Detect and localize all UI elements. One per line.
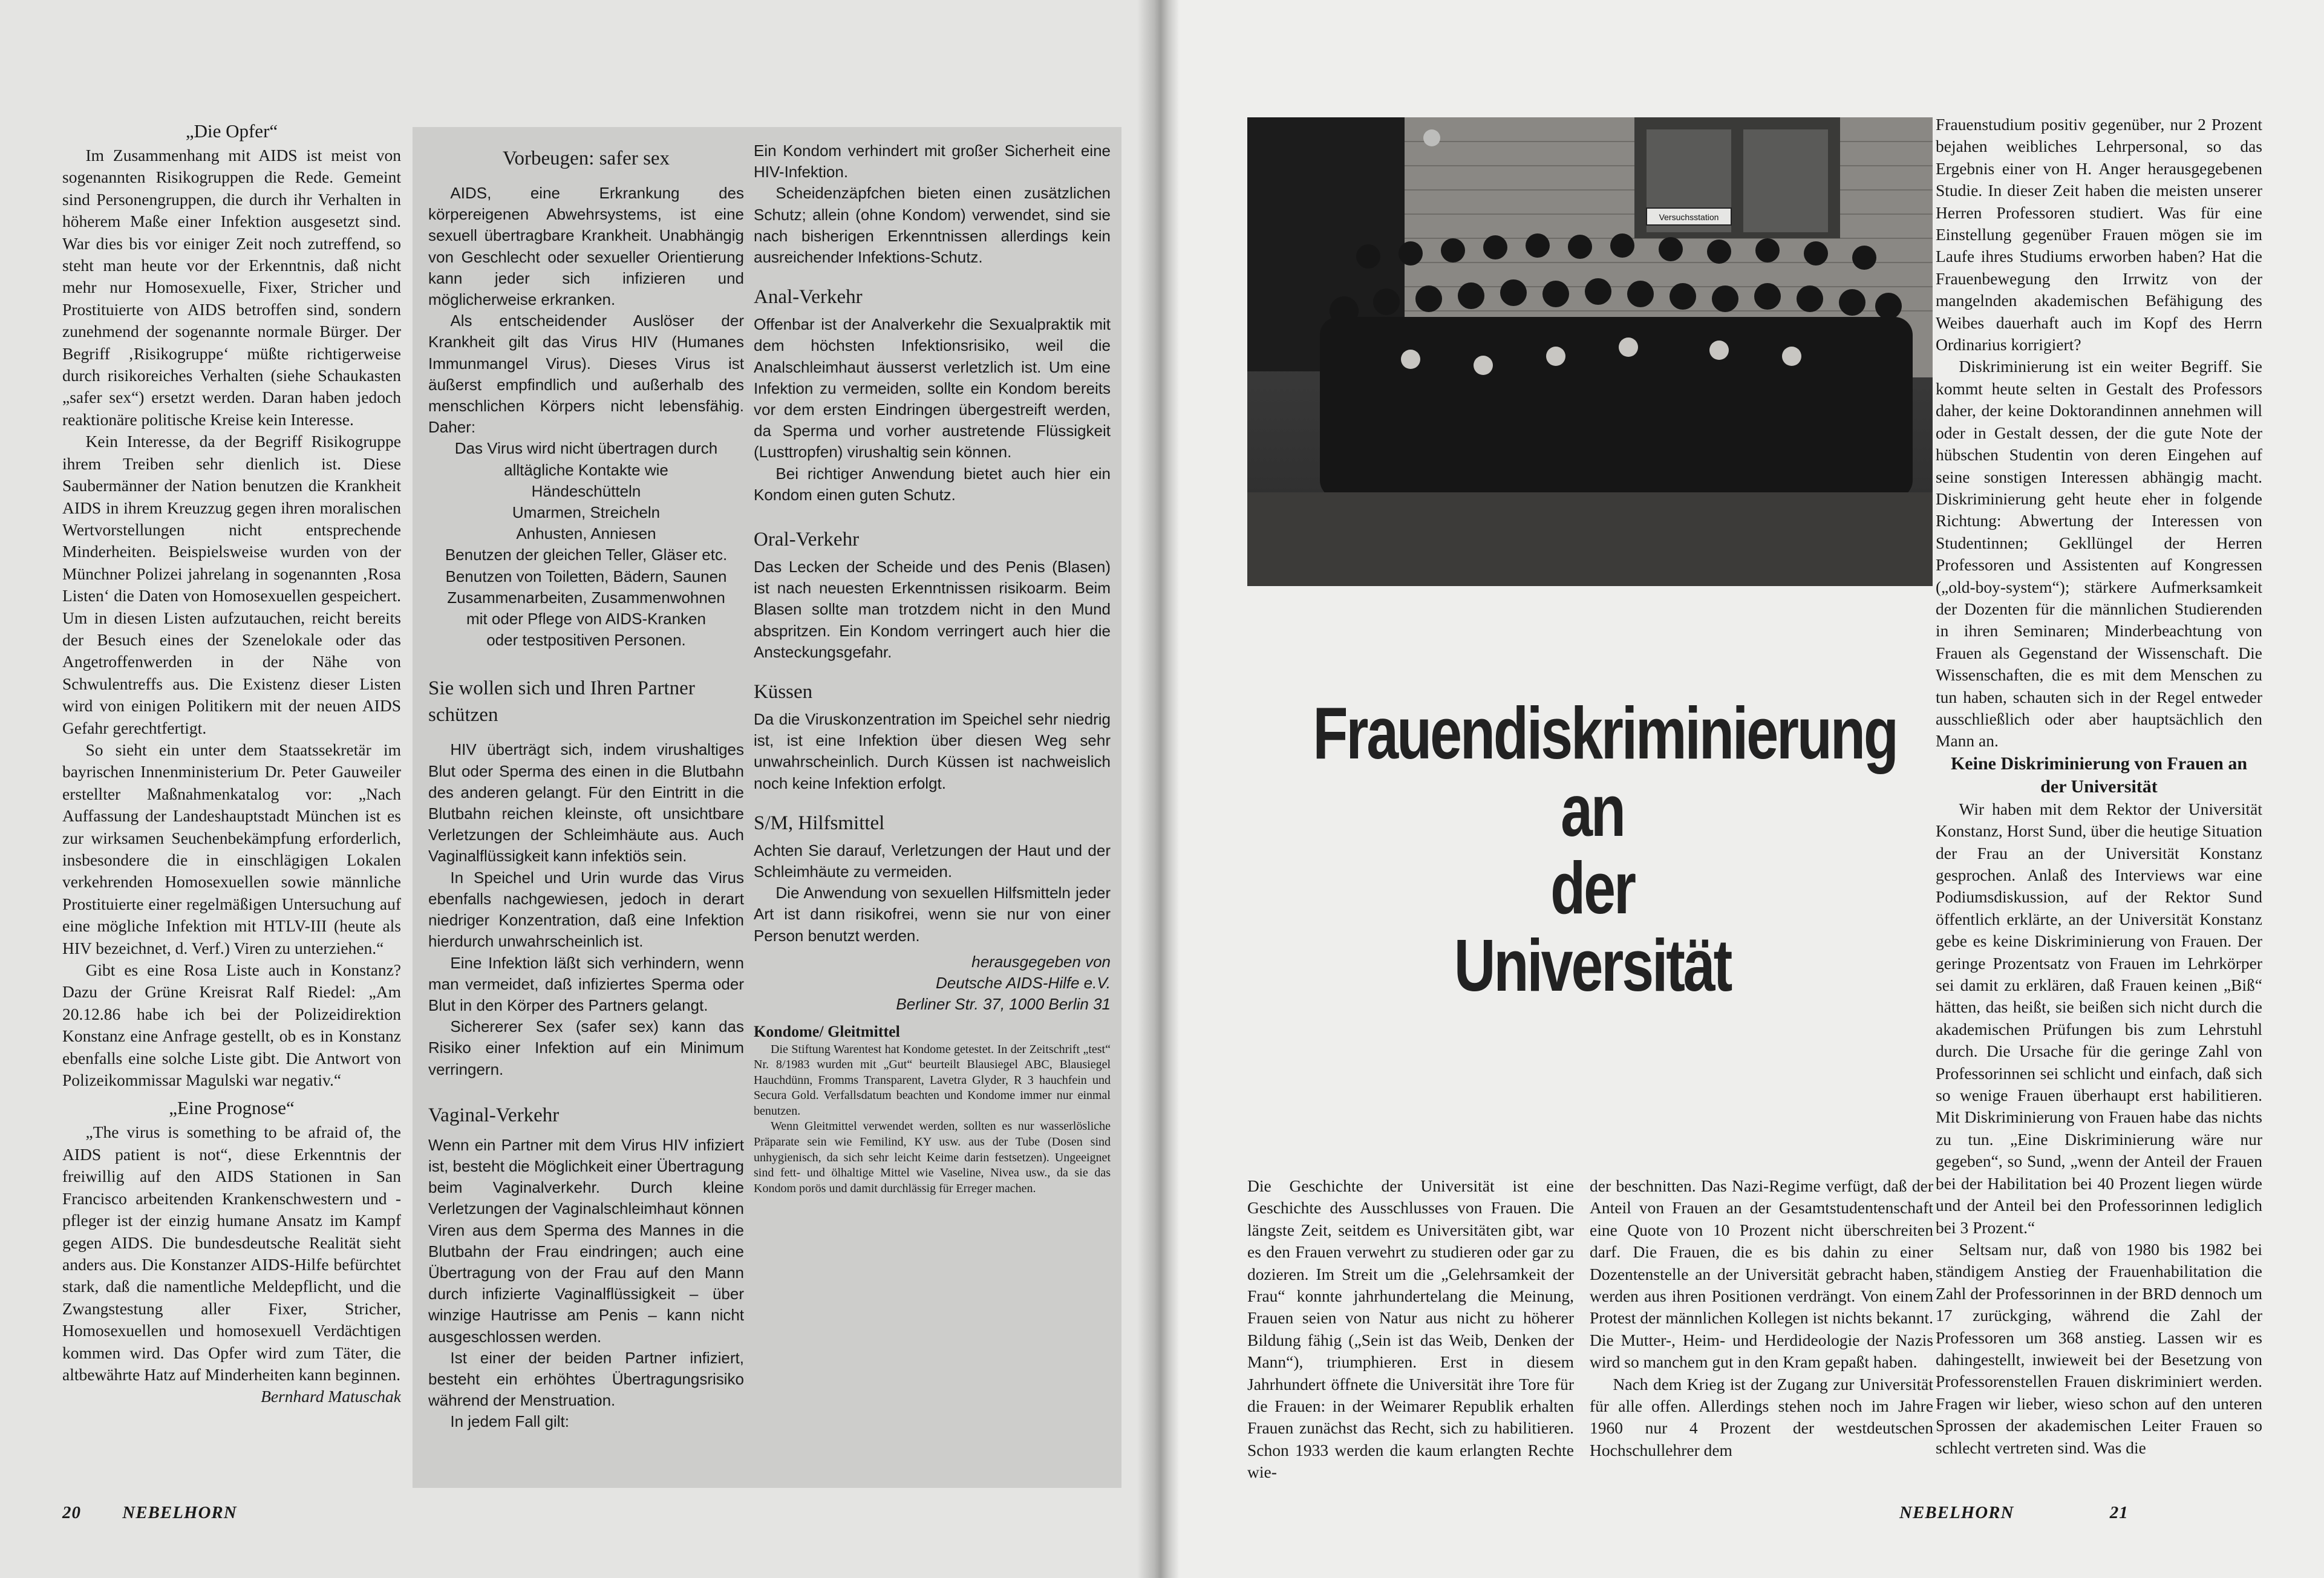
paragraph: Ist einer der beiden Partner infiziert, besteht ein erhöhtes Übertragungsrisiko während der Menstruation.: [428, 1348, 744, 1410]
paragraph: In Speichel und Urin wurde das Virus ebenfalls nachgewiesen, jedoch in derart niedriger Konzentration, daß eine Infektion hierdurch unwahrscheinlich ist.: [428, 868, 744, 951]
page-number: 21: [2109, 1503, 2129, 1522]
headline-line: der: [1550, 847, 1634, 929]
paragraph: AIDS, eine Erkrankung des körpereigenen Abwehrsystems, ist eine sexuell übertragbare Krankheit. Unabhängig von Geschlecht oder sexueller Orientierung kann jeder sich infizieren und möglicherweise erkranken.: [428, 184, 744, 309]
paragraph: Da die Viruskonzentration im Speichel sehr niedrig ist, ist eine Infektion über diesen Weg sehr unwahrscheinlich. Durch Küssen ist nachweislich noch keine Infektion erfolgt.: [754, 710, 1111, 792]
contact-item: mit oder Pflege von AIDS-Kranken: [466, 610, 706, 628]
right-column-2: [1590, 1175, 1933, 1461]
paragraph: Frauenstudium positiv gegenüber, nur 2 Prozent bejahen weibliches Lehrpersonal, so das Ergebnis einer von H. Anger herausgegebenen Studie. In dieser Zeit haben die meisten unserer Herren Professoren studiert. Was für eine Einstellung gegenüber Frauen mögen sie im Laufe ihres Studiums erworben haben? Hat die Frauenbewegung den Irrwitz von der mangelnden akademischen Befähigung des Weibes dauerhaft auch im Kopf des Herrn Ordinarius korrigiert?: [1936, 115, 2262, 354]
paragraph: Als entscheidender Auslöser der Krankheit gilt das Virus HIV (Humanes Immunmangel Virus). Dieses Virus ist äußerst empfindlich und außerhalb des menschlichen Körpers nicht lebensfähig. Daher:: [428, 311, 744, 437]
contact-item: Händeschütteln: [531, 481, 641, 500]
author-byline: Bernhard Matuschak: [261, 1387, 401, 1406]
paragraph: Im Zusammenhang mit AIDS ist meist von sogenannten Risikogruppen die Rede. Gemeint sind Personengruppen, die durch ihr Verhalten in höherem Maße einer Infektion ausgesetzt sind. War dies bis vor einiger Zeit noch zutreffend, so steht man heute vor der Erkenntnis, daß nicht mehr nur Homosexuelle, Fixer, Stricher und Prostituierte von AIDS betroffen sind, sondern zunehmend der sogenannte normale Bürger. Der Begriff ‚Risikogruppe‘ müßte richtigerweise durch risikoreiches Verhalten (siehe Schaukasten „safer sex“) ersetzt werden. Daran haben jedoch reaktionäre politische Kreise kein Interesse.: [62, 146, 401, 429]
right-folio: [1899, 1503, 2129, 1523]
paragraph: Das Lecken der Scheide und des Penis (Blasen) ist nach neuesten Erkenntnissen risikoarm. Beim Blasen sollte man trotzdem nicht in den Mund abspritzen. Ein Kondom verringert auch hier die Ansteckungsgefahr.: [754, 558, 1111, 661]
not-transmitted-line: Das Virus wird nicht übertragen durch alltägliche Kontakte wie: [454, 439, 718, 479]
paragraph: Scheidenzäpfchen bieten einen zusätzlichen Schutz; allein (ohne Kondom) verwendet, sind sie nach bisherigen Erkenntnissen allerdings kein ausreichender Infektions-Schutz.: [754, 184, 1111, 267]
paragraph: Seltsam nur, daß von 1980 bis 1982 bei ständigem Anstieg der Frauenhabilitation die Zahl der Professorinnen in der BRD dennoch um 17 zurückging, während die Zahl der Professoren um 368 anstieg. Lassen wir es dahingestellt, inwieweit bei der Besetzung von Professorenstellen Frauen diskriminiert werden. Fragen wir lieber, wieso schon auf den unteren Sprossen der akademischen Leiter Frauen so schlecht vertreten sind. Was die: [1936, 1239, 2262, 1457]
photo-sign: Versuchsstation: [1659, 212, 1719, 222]
kiss-heading: Küssen: [754, 681, 813, 703]
vaginal-heading: Vaginal-Verkehr: [428, 1104, 560, 1126]
contact-item: Anhusten, Anniesen: [516, 524, 656, 543]
paragraph: Wir haben mit dem Rektor der Universität Konstanz, Horst Sund, über die heutige Situation der Frau an der Universität Konstanz gesprochen. Anlaß des Interviews war eine Podiumsdiskussion, auf der Rektor Sund öffentlich erklärte, an der Universität Konstanz gebe es keine Diskriminierung von Frauen. Der geringe Prozentsatz von Frauen im Lehrkörper sei damit zu erklären, daß Frauen keinen „Biß“ hätten, das heißt, sie beißen sich nicht durch die akademischen Prüfungen bis zum Lehrstuhl durch. Die Ursache für die geringe Zahl von Professorinnen sei schlicht und einfach, daß sich so wenige Frauen überhaupt erst habilitieren. Mit Diskriminierung von Frauen habe das nichts zu tun. „Eine Diskriminierung wäre nur gegeben“, so Sund, „wenn der Anteil der Frauen bei der Habilitation bei 40 Prozent liegen würde und der Anteil bei den Professorinnen lediglich bei 3 Prozent.“: [1936, 799, 2262, 1237]
paragraph: Wenn Gleitmittel verwendet werden, sollten es nur wasserlösliche Präparate sein wie Femilind, KY usw. aus der Tube (Dosen sind unhygienisch, da sich sehr leicht Keime darin festsetzen). Ungeeignet sind fett- und ölhaltige Mittel wie Vaseline, Nivea usw., da sie das Kondom porös und damit durchlässig für Erreger machen.: [754, 1120, 1111, 1195]
book-gutter: [1137, 0, 1180, 1578]
heading-die-opfer: „Die Opfer“: [185, 120, 278, 142]
contact-item: Umarmen, Streicheln: [512, 503, 661, 522]
kondome-heading: Kondome/ Gleitmittel: [754, 1022, 900, 1040]
oral-heading: Oral-Verkehr: [754, 529, 860, 551]
paragraph: So sieht ein unter dem Staatssekretär im bayrischen Innenministerium Dr. Peter Gauweiler erstellter Maßnahmenkatalog vor: „Nach Auffassung der Landeshauptstadt München ist es zur wirksamen Seuchenbekämpfung erforderlich, insbesondere die in einschlägigen Lokalen verkehrenden Homosexuellen sowie männliche Prostituierte einer regelmäßigen Untersuchung auf eine mögliche Infektion mit HTLV-III (heute als HIV bezeichnet, d. Verf.) Viren zu unterziehen.“: [62, 740, 401, 957]
headline-line: an: [1561, 769, 1624, 852]
info-box-column-2: [754, 140, 1111, 1196]
paragraph: Diskriminierung ist ein weiter Begriff. Sie kommt heute selten in Gestalt des Professors daher, der keine Doktorandinnen annehmen will oder in Gestalt dessen, der die gute Note der hübschen Studentin von deren Eingehen auf seine sonstigen Interessen abhängig macht. Diskriminierung geht heute eher in folgende Richtung: Abwertung der Interessen von Studentinnen; Gekllüngel der Herren Professoren und Assistenten auf Kongressen („old-boy-system“); stärkere Aufmerksamkeit der Dozenten für die männlichen Studierenden in ihren Seminaren; Minderbeachtung von Frauen als Gegenstand der Wissenschaft. Die Wissenschaften, die es mit dem Menschen zu tun haben, schauten sich in der Regel entweder ausschließlich oder aber hauptsächlich den Mann an.: [1936, 357, 2262, 751]
subheading-keine-diskriminierung: Keine Diskriminierung von Frauen an der Universität: [1950, 753, 2248, 797]
group-photo-image: [1247, 117, 1933, 586]
headline-line: Frauendiskriminierung: [1313, 692, 1897, 774]
paragraph: „The virus is something to be afraid of, the AIDS patient is not“, diese Erkenntnis der freiwillig auf den AIDS Stationen in San Francisco arbeitenden Krankenschwestern und -pfleger ist der einzig humane Ansatz im Kampf gegen AIDS. Die bundesdeutsche Realität sieht anders aus. Die Konstanzer AIDS-Hilfe befürchtet stark, daß die namentliche Meldepflicht, und die Zwangstestung aller Fixer, Stricher, Homosexuellen und homosexuell Verdächtigen kommen wird. Das Opfer wird zum Täter, die altbewährte Hatz auf Minderheiten kann beginnen.: [62, 1123, 401, 1384]
box-title: Vorbeugen: safer sex: [502, 148, 670, 169]
paragraph: Gibt es eine Rosa Liste auch in Konstanz? Dazu der Grüne Kreisrat Ralf Riedel: „Am 20.12.86 habe ich bei der Polizeidirektion Konstanz eine Anfrage gestellt, ob es in Konstanz ebenfalls eine solche Liste gibt. Die Antwort von Polizeikommissar Magulski war negativ.“: [62, 960, 401, 1090]
paragraph: Bei richtiger Anwendung bietet auch hier ein Kondom einen guten Schutz.: [754, 464, 1111, 504]
right-column-3: [1936, 114, 2262, 1459]
paragraph: In jedem Fall gilt:: [450, 1412, 569, 1431]
sm-heading: S/M, Hilfsmittel: [754, 812, 885, 834]
group-photo: [1247, 117, 1933, 586]
magazine-name: NEBELHORN: [1899, 1503, 2014, 1522]
anal-heading: Anal-Verkehr: [754, 286, 863, 308]
paragraph: Die Anwendung von sexuellen Hilfsmitteln jeder Art ist dann risikofrei, wenn sie nur von einer Person benutzt werden.: [754, 884, 1111, 945]
publisher-line: Berliner Str. 37, 1000 Berlin 31: [896, 995, 1111, 1014]
protect-heading: Sie wollen sich und Ihren Partner schützen: [428, 677, 695, 726]
paragraph: Nach dem Krieg ist der Zugang zur Universität für alle offen. Allerdings stehen noch im Jahre 1960 nur 4 Prozent der westdeutschen Hochschullehrer dem: [1590, 1374, 1933, 1459]
paragraph: Eine Infektion läßt sich verhindern, wenn man vermeidet, daß infiziertes Sperma oder Blut in den Körper des Partners gelangt.: [428, 953, 744, 1014]
contact-item: Benutzen von Toiletten, Bädern, Saunen: [445, 567, 727, 585]
contact-item: Benutzen der gleichen Teller, Gläser etc.: [445, 546, 728, 564]
paragraph: Achten Sie darauf, Verletzungen der Haut und der Schleimhäute zu vermeiden.: [754, 841, 1111, 881]
contact-item: Zusammenarbeiten, Zusammenwohnen: [447, 588, 725, 607]
left-folio: [62, 1503, 237, 1523]
page-number: 20: [62, 1503, 81, 1522]
publisher-line: Deutsche AIDS-Hilfe e.V.: [936, 974, 1111, 993]
paragraph: Kein Interesse, da der Begriff Risikogruppe ihrem Treiben sehr dienlich ist. Diese Saubermänner der Nation benutzen die Krankheit AIDS in ihrem Kreuzzug gegen ihren moralischen Wertvorstellungen nicht entsprechende Minderheiten. Beispielsweise wurden von der Münchner Polizei jahrelang in sogenannten ‚Rosa Listen‘ die Daten von Homosexuellen gespeichert. Um in diesen Listen aufzutauchen, reicht bereits der Besuch eines der Szenelokale oder das Angetroffenwerden in der Nähe von Schwulentreffs aus. Die Existenz dieser Listen wird von einigen Politikern mit der neuen AIDS Gefahr gerechtfertigt.: [62, 432, 401, 737]
headline-line: Universität: [1454, 924, 1731, 1006]
paragraph: Offenbar ist der Analverkehr die Sexualpraktik mit dem höchsten Infektionsrisiko, weil die Analschleimhaut äusserst verletzlich ist. Um eine Infektion zu vermeiden, sollte ein Kondom bereits vor dem ersten Eindringen übergestreift werden, da Sperma und vorher austretende Flüssigkeit (Lusttropfen) virushaltig sein können.: [754, 315, 1111, 461]
info-box-column-1: [428, 145, 744, 1433]
paragraph: Ein Kondom verhindert mit großer Sicherheit eine HIV-Infektion.: [754, 142, 1111, 181]
right-column-1: [1247, 1175, 1574, 1484]
paragraph: Sichererer Sex (safer sex) kann das Risiko einer Infektion auf ein Minimum verringern.: [428, 1017, 744, 1078]
magazine-name: NEBELHORN: [122, 1503, 237, 1522]
article-headline: [1313, 692, 1897, 1006]
left-essay-column: [62, 118, 401, 1408]
paragraph: Die Stiftung Warentest hat Kondome getestet. In der Zeitschrift „test“ Nr. 8/1983 wurden mit „Gut“ beurteilt Blausiegel ABC, Blausiegel Hauchdünn, Fromms Transparent, Lavetra Glyder, R 3 hauchfein und Secura Gold. Verfallsdatum beachten und Kondome immer nur einmal benutzen.: [754, 1042, 1111, 1118]
paragraph: Die Geschichte der Universität ist eine Geschichte des Ausschlusses von Frauen. Die längste Zeit, seitdem es Universitäten gibt, war es den Frauen verwehrt zu studieren oder gar zu dozieren. Im Streit um die „Gelehrsamkeit der Frau“ konnte jahrhundertelang die Meinung, Frauen seien von Natur aus nicht zu höherer Bildung fähig („Sein ist das Weib, Denken der Mann“), triumphieren. Erst in diesem Jahrhundert öffnete die Universität ihre Tore für die Frauen: in der Weimarer Republik erhalten Frauen zunächst das Recht, sich zu habilitieren. Schon 1933 werden die kaum erlangten Rechte wie-: [1247, 1176, 1574, 1482]
heading-eine-prognose: „Eine Prognose“: [169, 1097, 295, 1119]
paragraph: Wenn ein Partner mit dem Virus HIV infiziert ist, besteht die Möglichkeit einer Übertragung beim Vaginalverkehr. Durch kleine Verletzungen der Vaginalschleimhaut können Viren aus dem Sperma des Mannes in die Blutbahn der Frau eindringen; auch eine Übertragung von der Frau auf den Mann durch infizierte Vaginalflüssigkeit – über winzige Hautrisse am Penis – kann nicht ausgeschlossen werden.: [428, 1135, 744, 1346]
contact-item: oder testpositiven Personen.: [486, 631, 686, 650]
publisher-line: herausgegeben von: [971, 952, 1111, 971]
paragraph: der beschnitten. Das Nazi-Regime verfügt, daß der Anteil von Frauen an der Gesamtstudentenschaft eine Quote von 10 Prozent nicht überschreiten darf. Die Frauen, die es bis dahin zu einer Dozentenstelle an der Universität gebracht haben, werden aus ihren Positionen verdrängt. Von einem Protest der männlichen Kollegen ist nichts bekannt. Die Mutter-, Heim- und Herdideologie der Nazis wird so manchem gut in den Kram gepaßt haben.: [1590, 1176, 1933, 1372]
paragraph: HIV überträgt sich, indem virushaltiges Blut oder Sperma des einen in die Blutbahn des anderen gelangt. Für den Eintritt in die Blutbahn reichen kleinste, oft unsichtbare Verletzungen der Schleimhäute aus. Auch Vaginalflüssigkeit kann infektiös sein.: [428, 740, 744, 866]
